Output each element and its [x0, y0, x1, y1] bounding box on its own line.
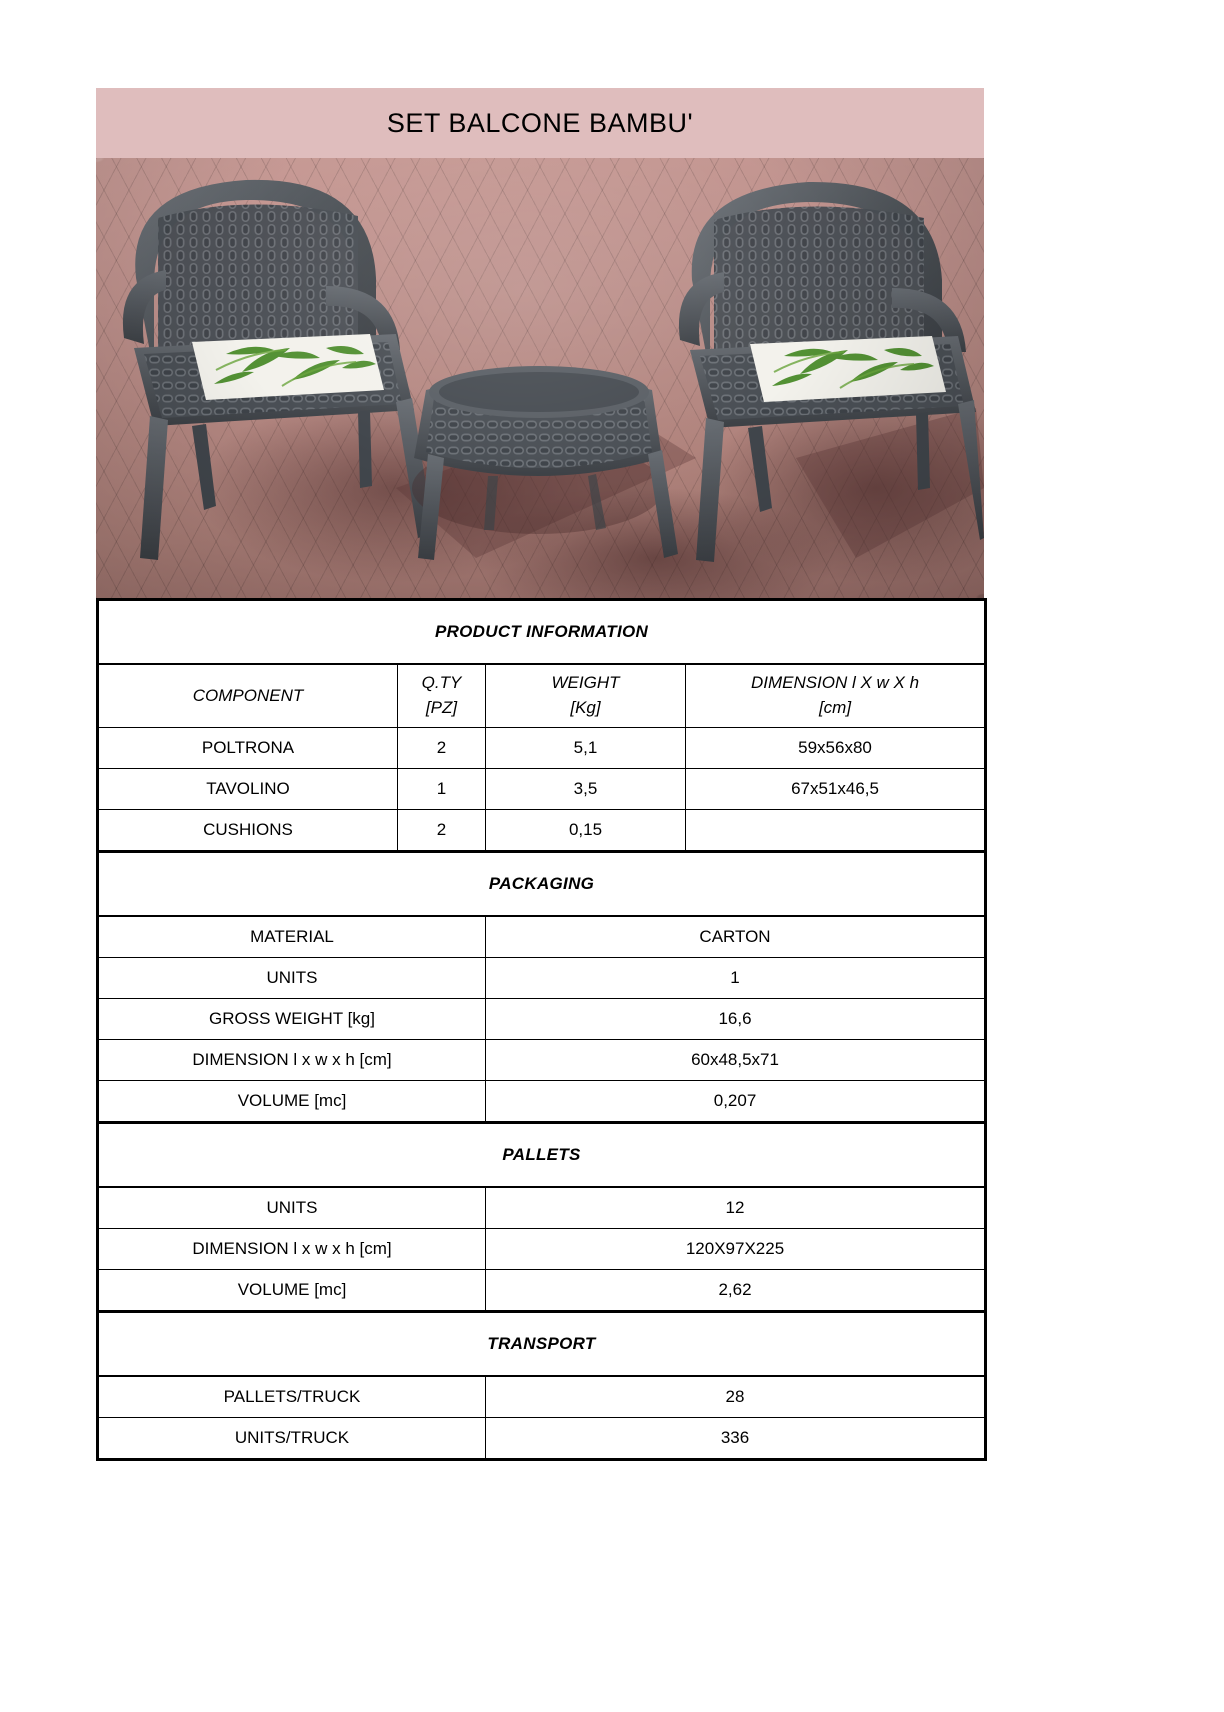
section-header-row-transport: [98, 1312, 986, 1377]
pallets-value: 12: [486, 1187, 986, 1229]
photo-vignette: [96, 158, 984, 598]
column-header-qty-label: Q.TY: [421, 673, 462, 693]
column-header-weight: [486, 664, 686, 728]
transport-label: PALLETS/TRUCK: [98, 1376, 486, 1418]
component-weight: 0,15: [486, 810, 686, 852]
packaging-label: GROSS WEIGHT [kg]: [98, 999, 486, 1040]
table-row: [98, 1081, 986, 1123]
transport-label: UNITS/TRUCK: [98, 1418, 486, 1460]
table-row: [98, 1376, 986, 1418]
section-header-row-product-information: [98, 600, 986, 665]
component-weight: 5,1: [486, 728, 686, 769]
column-header-dimension-label: DIMENSION l X w X h: [750, 673, 920, 693]
column-header-dimension: [686, 664, 986, 728]
column-header-weight-unit: [Kg]: [570, 698, 601, 717]
section-heading-transport: TRANSPORT: [98, 1312, 986, 1377]
table-row: [98, 728, 986, 769]
component-qty: 1: [398, 769, 486, 810]
component-name: POLTRONA: [98, 728, 398, 769]
component-dimension: 67x51x46,5: [686, 769, 986, 810]
column-header-dimension-unit: [cm]: [818, 698, 852, 717]
table-row: [98, 1418, 986, 1460]
pallets-label: VOLUME [mc]: [98, 1270, 486, 1312]
column-header-weight-label: WEIGHT: [551, 673, 620, 693]
table-row: [98, 810, 986, 852]
column-header-qty: [398, 664, 486, 728]
section-header-row-packaging: [98, 852, 986, 917]
component-name: TAVOLINO: [98, 769, 398, 810]
packaging-value: CARTON: [486, 916, 986, 958]
product-photo: [96, 158, 984, 598]
component-name: CUSHIONS: [98, 810, 398, 852]
packaging-label: UNITS: [98, 958, 486, 999]
component-dimension: [686, 810, 986, 852]
section-heading-pallets: PALLETS: [98, 1123, 986, 1188]
transport-value: 336: [486, 1418, 986, 1460]
product-title-banner: [96, 88, 984, 158]
page-title: SET BALCONE BAMBU': [386, 107, 694, 138]
column-header-component-label: COMPONENT: [192, 685, 304, 705]
packaging-label: DIMENSION l x w x h [cm]: [98, 1040, 486, 1081]
pallets-label: UNITS: [98, 1187, 486, 1229]
component-weight: 3,5: [486, 769, 686, 810]
pallets-value: 2,62: [486, 1270, 986, 1312]
table-row: [98, 769, 986, 810]
specification-table: [96, 598, 987, 1461]
component-qty: 2: [398, 728, 486, 769]
packaging-value: 60x48,5x71: [486, 1040, 986, 1081]
column-header-component: [98, 664, 398, 728]
table-row: [98, 1187, 986, 1229]
table-row: [98, 958, 986, 999]
packaging-value: 1: [486, 958, 986, 999]
table-row: [98, 916, 986, 958]
component-qty: 2: [398, 810, 486, 852]
packaging-value: 0,207: [486, 1081, 986, 1123]
component-dimension: 59x56x80: [686, 728, 986, 769]
section-header-row-pallets: [98, 1123, 986, 1188]
packaging-label: MATERIAL: [98, 916, 486, 958]
table-row: [98, 999, 986, 1040]
pallets-value: 120X97X225: [486, 1229, 986, 1270]
column-header-qty-unit: [PZ]: [425, 698, 458, 717]
table-row: [98, 1040, 986, 1081]
pallets-label: DIMENSION l x w x h [cm]: [98, 1229, 486, 1270]
column-header-row: [98, 664, 986, 728]
packaging-label: VOLUME [mc]: [98, 1081, 486, 1123]
packaging-value: 16,6: [486, 999, 986, 1040]
section-heading-product-information: PRODUCT INFORMATION: [98, 600, 986, 665]
transport-value: 28: [486, 1376, 986, 1418]
table-row: [98, 1229, 986, 1270]
section-heading-packaging: PACKAGING: [98, 852, 986, 917]
table-row: [98, 1270, 986, 1312]
